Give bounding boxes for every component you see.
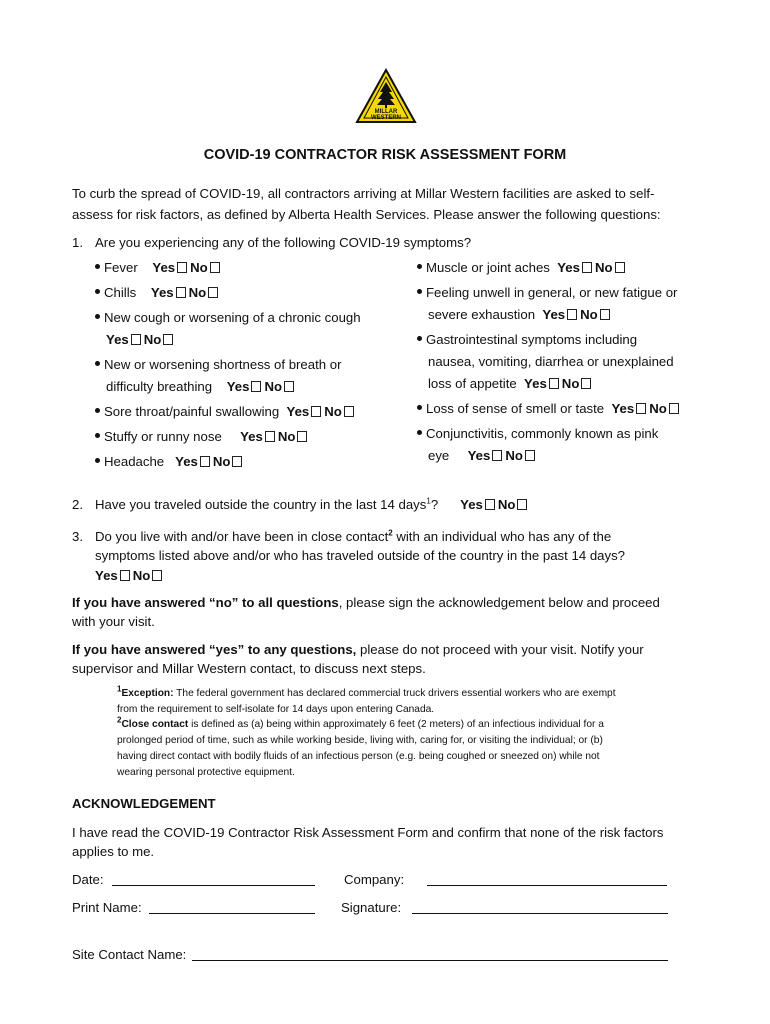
company-field[interactable]: [427, 885, 667, 886]
no-label: No: [212, 454, 231, 469]
yes-answer-instruction-line2: supervisor and Millar Western contact, to discuss next steps.: [72, 661, 426, 676]
site-contact-field[interactable]: [192, 960, 668, 961]
yes-checkbox[interactable]: [492, 450, 502, 461]
yes-label: Yes: [524, 376, 547, 391]
yes-label: Yes: [106, 332, 129, 347]
bullet-icon: [417, 264, 422, 269]
yes-label: Yes: [611, 401, 635, 416]
no-label: No: [594, 260, 613, 275]
bullet-icon: [95, 361, 100, 366]
signature-label: Signature:: [341, 900, 402, 915]
q1-number: 1.: [72, 235, 83, 250]
form-title: COVID-19 CONTRACTOR RISK ASSESSMENT FORM: [203, 147, 567, 163]
footnote-1: $^1$Exception: The federal government has declared commercial truck drivers essential workers who are exempt: [117, 684, 616, 699]
no-checkbox[interactable]: [615, 262, 625, 273]
yes-checkbox[interactable]: [120, 570, 130, 581]
acknowledgement-text-line2: applies to me.: [72, 844, 155, 859]
no-label: No: [264, 379, 283, 394]
yes-checkbox[interactable]: [636, 403, 646, 414]
yes-label: Yes: [240, 429, 263, 444]
symptom-cough-answer: [106, 329, 176, 350]
no-label: No: [497, 497, 516, 512]
yes-checkbox[interactable]: [176, 287, 186, 298]
no-label: No: [190, 260, 208, 275]
symptom-gi: Gastrointestinal symptoms including: [417, 329, 637, 350]
logo-text-line2: WESTERN: [371, 115, 401, 121]
q3-number: 3.: [72, 529, 83, 544]
symptom-headache: Headache Yes No: [95, 451, 245, 472]
no-label: No: [505, 448, 523, 463]
no-checkbox[interactable]: [581, 378, 591, 389]
yes-checkbox[interactable]: [549, 378, 559, 389]
no-answer-instruction-line2: with your visit.: [72, 614, 155, 629]
yes-checkbox[interactable]: [131, 334, 141, 345]
yes-checkbox[interactable]: [311, 406, 321, 417]
no-label: No: [132, 568, 151, 583]
footnote-1-line2: from the requirement to self-isolate for 14 days upon entering Canada.: [117, 704, 435, 715]
date-field[interactable]: [112, 885, 315, 886]
no-checkbox[interactable]: [344, 406, 354, 417]
no-checkbox[interactable]: [284, 381, 294, 392]
yes-checkbox[interactable]: [567, 309, 577, 320]
no-checkbox[interactable]: [297, 431, 307, 442]
millar-western-logo: [355, 68, 417, 124]
yes-label: Yes: [152, 260, 176, 275]
symptom-muscle: Muscle or joint aches Yes No: [417, 257, 628, 278]
no-checkbox[interactable]: [525, 450, 535, 461]
footnote-2-line4: wearing personal protective equipment.: [117, 767, 295, 778]
yes-checkbox[interactable]: [251, 381, 261, 392]
symptom-breath: New or worsening shortness of breath or: [95, 354, 342, 375]
yes-checkbox[interactable]: [177, 262, 187, 273]
bullet-icon: [417, 430, 422, 435]
no-checkbox[interactable]: [517, 499, 527, 510]
q3-text-line2: symptoms listed above and/or who has traveled outside of the country in the past 14 days?: [95, 548, 626, 563]
no-checkbox[interactable]: [163, 334, 173, 345]
symptom-gi-line3: loss of appetite Yes No: [428, 373, 594, 394]
symptom-gi-line2: nausea, vomiting, diarrhea or unexplained: [428, 354, 674, 369]
logo-triangle-icon: [355, 68, 417, 124]
acknowledgement-text: I have read the COVID-19 Contractor Risk Assessment Form and confirm that none of the risk factors: [72, 825, 664, 840]
yes-label: Yes: [175, 454, 198, 469]
symptom-breath-line2: difficulty breathing Yes No: [106, 376, 297, 397]
symptom-conjunctivitis: Conjunctivitis, commonly known as pink: [417, 423, 658, 444]
yes-checkbox[interactable]: [265, 431, 275, 442]
no-label: No: [324, 404, 342, 419]
no-label: No: [188, 285, 207, 300]
yes-label: Yes: [460, 497, 483, 512]
yes-label: Yes: [542, 307, 566, 322]
yes-label: Yes: [467, 448, 491, 463]
q3-text: Do you live with and/or have been in close contact$^2$ with an individual who has any of the: [95, 528, 612, 544]
bullet-icon: [95, 408, 100, 413]
symptom-throat: Sore throat/painful swallowing Yes No: [95, 401, 357, 422]
no-checkbox[interactable]: [210, 262, 220, 273]
yes-answer-instruction: If you have answered “yes” to any questions, please do not proceed with your visit. Notify your: [72, 642, 644, 657]
symptom-smell: Loss of sense of smell or taste Yes No: [417, 398, 682, 419]
yes-label: Yes: [150, 285, 174, 300]
bullet-icon: [95, 433, 100, 438]
intro-line-1: To curb the spread of COVID-19, all contractors arriving at Millar Western facilities are asked to self-: [72, 186, 655, 201]
symptom-unwell: Feeling unwell in general, or new fatigue or: [417, 282, 677, 303]
q3-answer: [95, 565, 165, 586]
intro-line-2: assess for risk factors, as defined by Alberta Health Services. Please answer the following questions:: [72, 207, 661, 222]
signature-field[interactable]: [412, 913, 668, 914]
yes-label: Yes: [226, 379, 250, 394]
q2-text: Have you traveled outside the country in the last 14 days$^1$? Yes No: [95, 494, 530, 515]
yes-checkbox[interactable]: [485, 499, 495, 510]
no-label: No: [649, 401, 667, 416]
bullet-icon: [417, 405, 422, 410]
no-checkbox[interactable]: [208, 287, 218, 298]
yes-checkbox[interactable]: [582, 262, 592, 273]
company-label: Company:: [344, 872, 405, 887]
print-name-label: Print Name:: [72, 900, 142, 915]
bullet-icon: [95, 264, 100, 269]
site-contact-label: Site Contact Name:: [72, 947, 187, 962]
bullet-icon: [417, 336, 422, 341]
symptom-nose: Stuffy or runny nose Yes No: [95, 426, 310, 447]
no-checkbox[interactable]: [669, 403, 679, 414]
acknowledgement-heading: ACKNOWLEDGEMENT: [72, 796, 216, 811]
footnote-2: $^2$Close contact is defined as (a) being within approximately 6 feet (2 meters) of an infectious individual for a: [117, 715, 604, 730]
yes-label: Yes: [286, 404, 310, 419]
no-checkbox[interactable]: [600, 309, 610, 320]
bullet-icon: [95, 314, 100, 319]
yes-label: Yes: [557, 260, 580, 275]
footnote-2-line3: having direct contact with bodily fluids of an infectious person (e.g. being coughed or sneezed on) while not: [117, 751, 600, 762]
symptom-conjunctivitis-line2: eye Yes No: [428, 445, 538, 466]
no-label: No: [143, 332, 162, 347]
yes-label: Yes: [95, 568, 118, 583]
logo-text-line1: MILLAR: [374, 109, 398, 115]
bullet-icon: [95, 289, 100, 294]
symptom-chills: Chills Yes No: [95, 282, 221, 303]
no-checkbox[interactable]: [232, 456, 242, 467]
no-checkbox[interactable]: [152, 570, 162, 581]
bullet-icon: [417, 289, 422, 294]
q1-text: Are you experiencing any of the following COVID-19 symptoms?: [95, 235, 472, 250]
footnote-2-line2: prolonged period of time, such as while working beside, living with, caring for, or visiting the individual; or (b): [117, 735, 603, 746]
yes-checkbox[interactable]: [200, 456, 210, 467]
symptom-fever: Fever Yes No: [95, 257, 223, 278]
no-label: No: [561, 376, 580, 391]
no-label: No: [580, 307, 598, 322]
no-answer-instruction: If you have answered “no” to all questions, please sign the acknowledgement below and proceed: [72, 595, 660, 610]
no-label: No: [277, 429, 296, 444]
bullet-icon: [95, 458, 100, 463]
date-label: Date:: [72, 872, 104, 887]
symptom-cough: New cough or worsening of a chronic cough: [95, 307, 361, 328]
print-name-field[interactable]: [149, 913, 315, 914]
q2-number: 2.: [72, 497, 83, 512]
symptom-unwell-line2: severe exhaustion Yes No: [428, 304, 613, 325]
